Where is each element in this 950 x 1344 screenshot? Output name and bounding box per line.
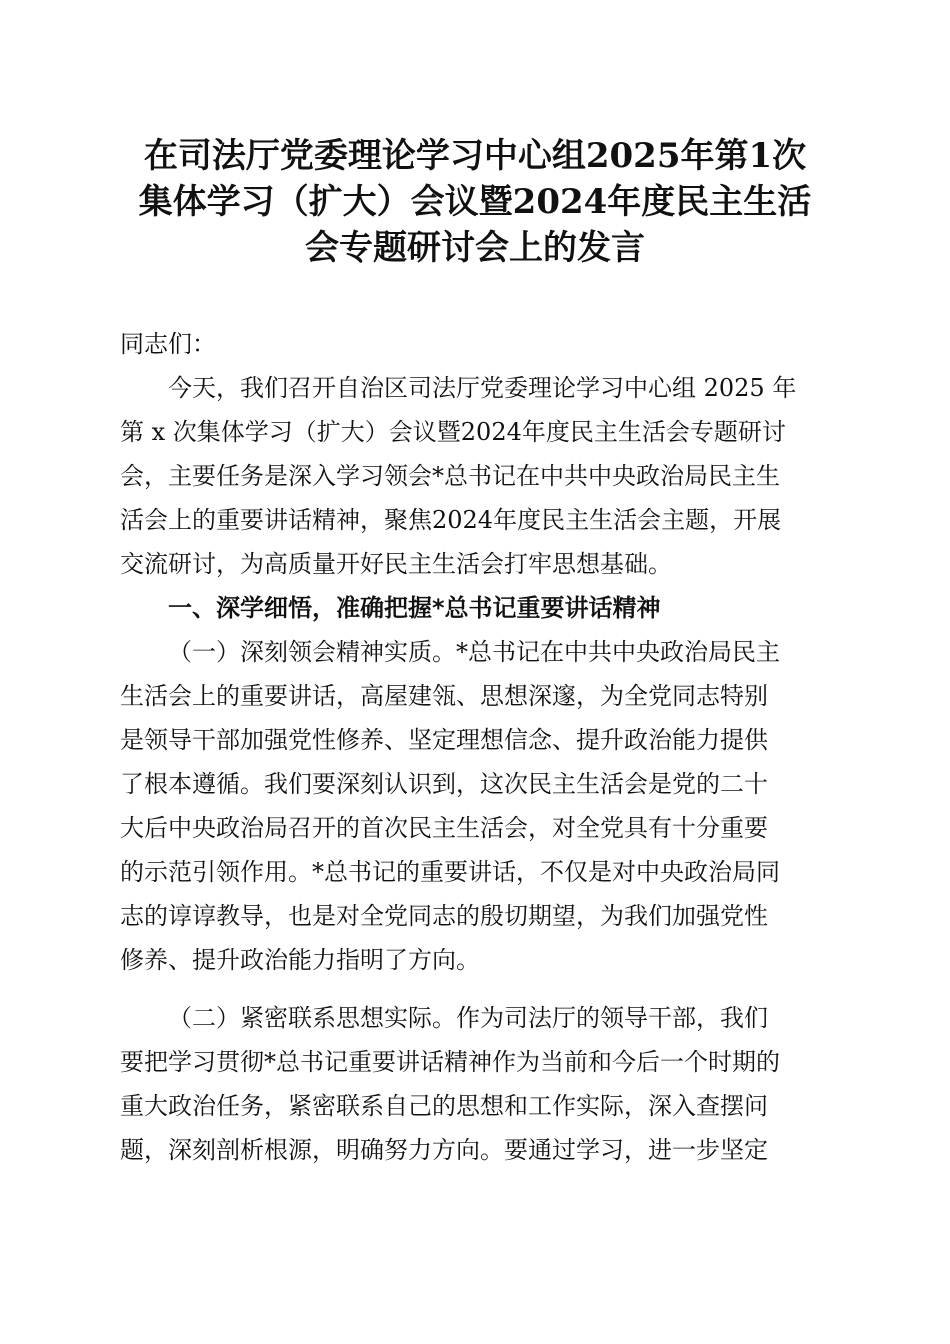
paragraph-line: 生活会上的重要讲话，高屋建瓴、思想深邃，为全党同志特别 bbox=[120, 682, 768, 710]
paragraph-line: 修养、提升政治能力指明了方向。 bbox=[120, 946, 480, 974]
intro-paragraph bbox=[120, 366, 830, 586]
paragraph-line: （一）深刻领会精神实质。*总书记在中共中央政治局民主 bbox=[168, 638, 780, 666]
paragraph-gap bbox=[120, 982, 830, 996]
subsection-one-paragraph bbox=[120, 630, 830, 982]
paragraph-line: 要把学习贯彻*总书记重要讲话精神作为当前和今后一个时期的 bbox=[120, 1048, 780, 1076]
paragraph-line: 了根本遵循。我们要深刻认识到，这次民主生活会是党的二十 bbox=[120, 770, 768, 798]
title-line: 集体学习（扩大）会议暨2024年度民主生活 bbox=[138, 182, 812, 222]
paragraph-line: 第 x 次集体学习（扩大）会议暨2024年度民主生活会专题研讨 bbox=[120, 418, 786, 446]
paragraph-line: 题，深刻剖析根源，明确努力方向。要通过学习，进一步坚定 bbox=[120, 1136, 768, 1164]
paragraph-line: 重大政治任务，紧密联系自己的思想和工作实际，深入查摆问 bbox=[120, 1092, 768, 1120]
paragraph-line: 会，主要任务是深入学习领会*总书记在中共中央政治局民主生 bbox=[120, 462, 780, 490]
section-heading: 一、深学细悟，准确把握*总书记重要讲话精神 bbox=[168, 594, 661, 622]
document-title bbox=[110, 133, 840, 271]
paragraph-line: 活会上的重要讲话精神，聚焦2024年度民主生活会主题，开展 bbox=[120, 506, 782, 534]
paragraph-line: 大后中央政治局召开的首次民主生活会，对全党具有十分重要 bbox=[120, 814, 768, 842]
title-line: 在司法厅党委理论学习中心组2025年第1次 bbox=[143, 136, 807, 176]
paragraph-line: 的示范引领作用。*总书记的重要讲话，不仅是对中央政治局同 bbox=[120, 858, 780, 886]
paragraph-line: （二）紧密联系思想实际。作为司法厅的领导干部，我们 bbox=[168, 1004, 768, 1032]
paragraph-line: 今天，我们召开自治区司法厅党委理论学习中心组 2025 年 bbox=[168, 374, 797, 402]
title-line: 会专题研讨会上的发言 bbox=[305, 228, 645, 268]
paragraph-line: 是领导干部加强党性修养、坚定理想信念、提升政治能力提供 bbox=[120, 726, 768, 754]
subsection-two-paragraph bbox=[120, 996, 830, 1172]
paragraph-line: 志的谆谆教导，也是对全党同志的殷切期望，为我们加强党性 bbox=[120, 902, 768, 930]
document-body bbox=[120, 322, 830, 1172]
salutation: 同志们： bbox=[120, 330, 216, 358]
paragraph-line: 交流研讨，为高质量开好民主生活会打牢思想基础。 bbox=[120, 550, 672, 578]
